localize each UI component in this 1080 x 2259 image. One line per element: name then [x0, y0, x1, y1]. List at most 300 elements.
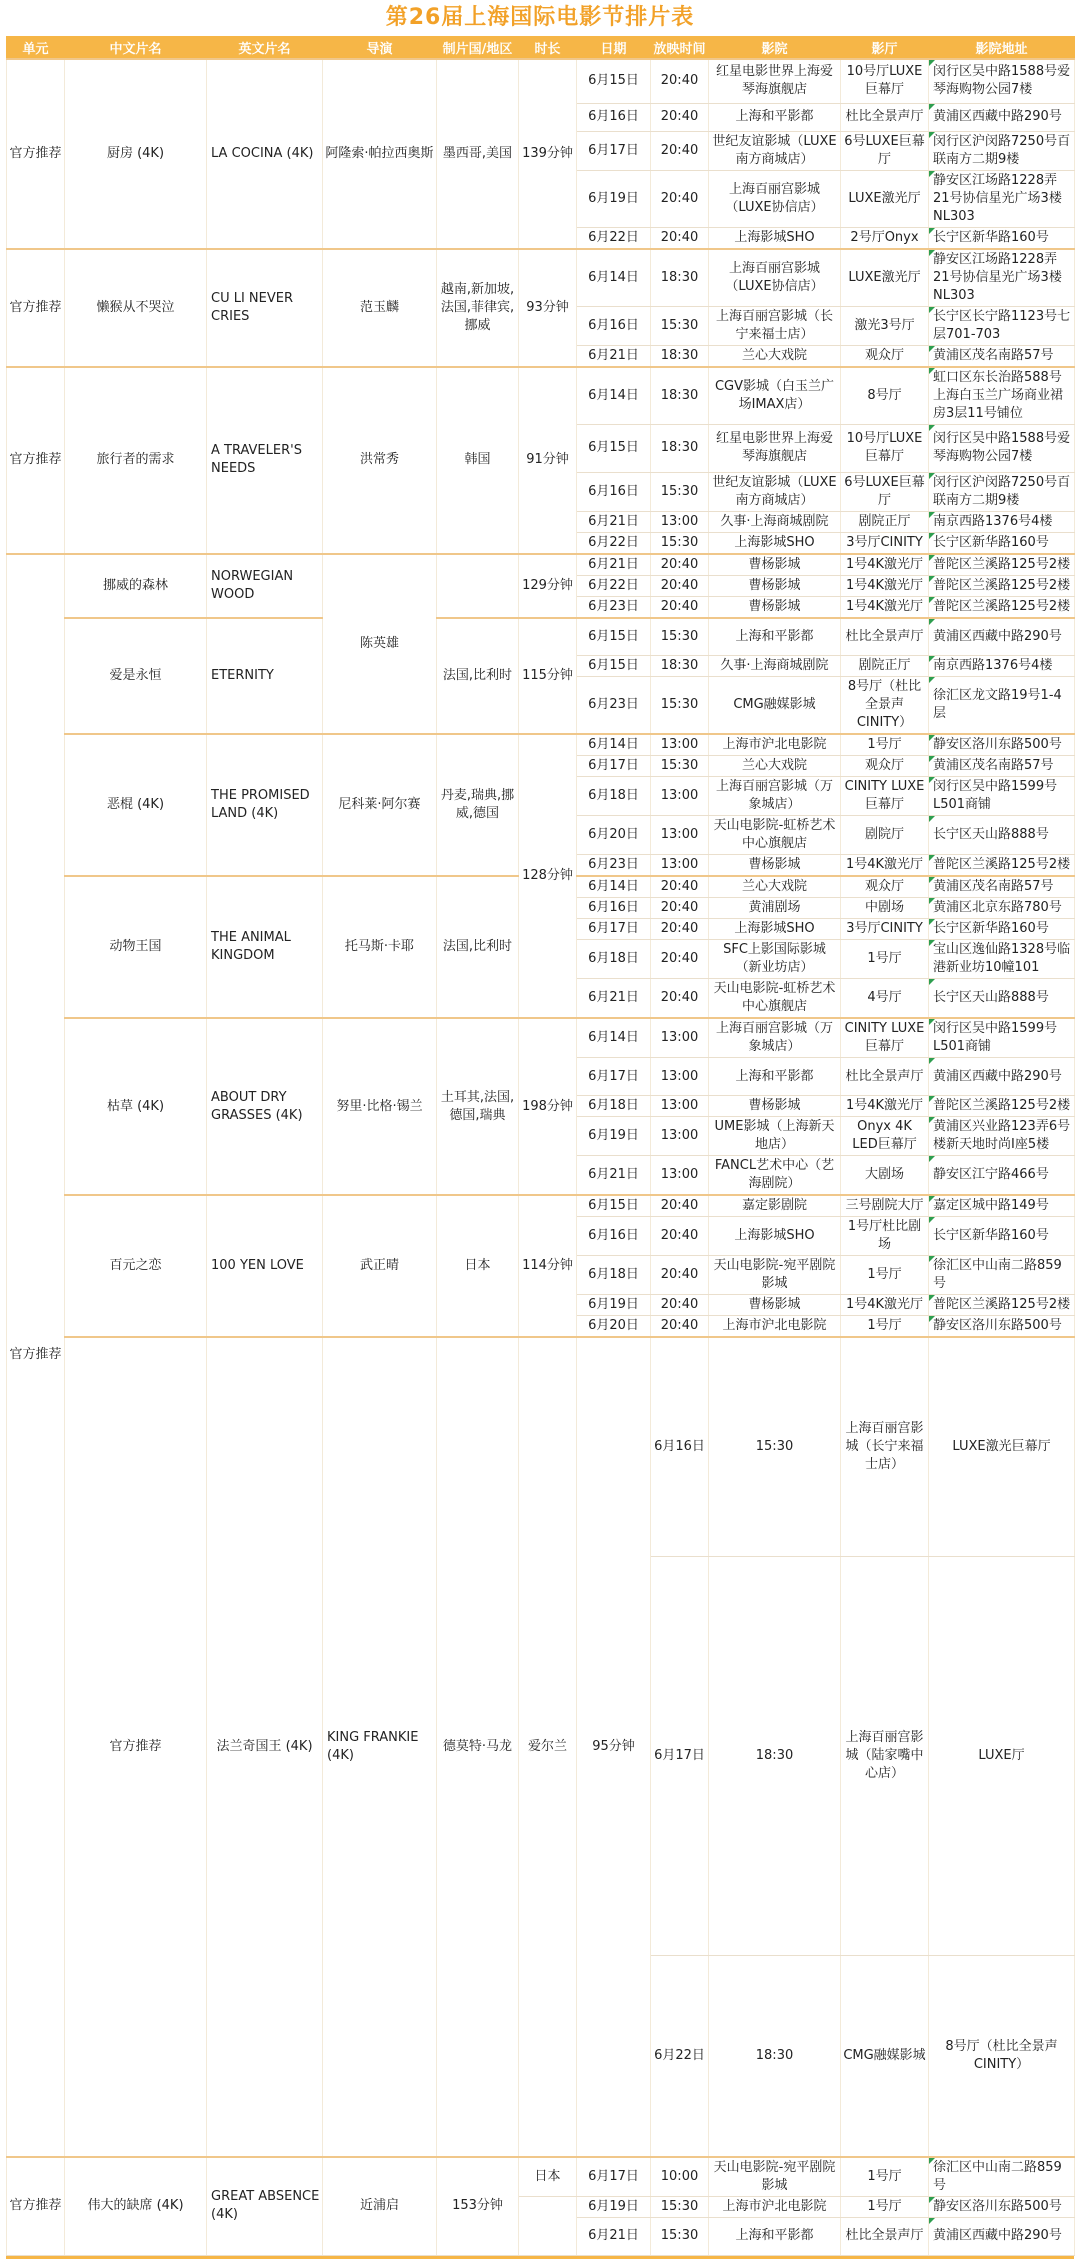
- country-cell: [437, 554, 519, 618]
- unit-cell: 官方推荐: [7, 2157, 65, 2256]
- time-cell: 18:30: [651, 249, 709, 307]
- col-header[interactable]: 放映时间: [651, 37, 709, 60]
- time-cell: 15:30: [651, 2217, 709, 2255]
- cinema-cell[interactable]: 曹杨影城: [709, 596, 841, 618]
- address-cell: 徐汇区中山南二路859号: [929, 1256, 1075, 1295]
- country-cell: 韩国: [437, 367, 519, 554]
- time-cell: 13:00: [651, 511, 709, 532]
- time-cell: 20:40: [651, 898, 709, 919]
- director-cell: 近浦启: [323, 2157, 437, 2256]
- address-cell: 静安区江场路1228弄21号协信星光广场3楼NL303: [929, 170, 1075, 227]
- duration-cell: 115分钟: [519, 618, 577, 735]
- page-title: 第26届上海国际电影节排片表: [385, 5, 695, 30]
- address-cell: 长宁区新华路160号: [929, 1217, 1075, 1256]
- date-cell: 6月14日: [577, 876, 651, 898]
- film-title-cn[interactable]: 恶棍 (4K): [65, 734, 207, 876]
- hall-cell: 杜比全景声厅: [841, 2217, 929, 2255]
- date-cell: 6月22日: [651, 1956, 709, 2157]
- address-cell: 徐汇区中山南二路859号: [929, 2157, 1075, 2197]
- hall-cell: 观众厅: [841, 345, 929, 367]
- time-cell: 13:00: [651, 1096, 709, 1117]
- cinema-cell[interactable]: 上海和平影都: [709, 618, 841, 656]
- film-title-cn[interactable]: 懒猴从不哭泣: [65, 249, 207, 367]
- film-title-en[interactable]: NORWEGIAN WOOD: [207, 554, 323, 618]
- cinema-cell[interactable]: 上海市沪北电影院: [709, 2196, 841, 2217]
- time-cell: 20:40: [651, 131, 709, 170]
- director-cell: 德莫特·马龙: [437, 1337, 519, 2157]
- cinema-cell[interactable]: 上海和平影都: [709, 103, 841, 131]
- film-title-en[interactable]: THE PROMISED LAND (4K): [207, 734, 323, 876]
- country-cell: 法国,比利时: [437, 618, 519, 735]
- cinema-cell[interactable]: 兰心大戏院: [709, 876, 841, 898]
- hall-cell: 1号厅: [841, 2157, 929, 2197]
- date-cell: 6月20日: [577, 816, 651, 855]
- hall-cell: 1号厅: [841, 940, 929, 979]
- time-cell: 20:40: [651, 227, 709, 249]
- time-cell: 15:30: [651, 306, 709, 345]
- header-row: [7, 37, 1075, 60]
- hall-cell: 1号厅: [841, 2196, 929, 2217]
- cinema-cell[interactable]: 上海和平影都: [709, 2217, 841, 2255]
- duration-cell: 114分钟: [519, 1195, 577, 1337]
- cinema-cell[interactable]: 兰心大戏院: [709, 756, 841, 777]
- date-cell: 6月14日: [577, 249, 651, 307]
- cinema-cell[interactable]: CGV影城（白玉兰广场IMAX店）: [709, 367, 841, 425]
- hall-cell: Onyx 4K LED巨幕厅: [841, 1117, 929, 1156]
- hall-cell: LUXE激光厅: [841, 249, 929, 307]
- cinema-cell[interactable]: 上海百丽宫影城（万象城店）: [709, 1018, 841, 1058]
- time-cell: 15:30: [651, 756, 709, 777]
- hall-cell: 8号厅: [841, 367, 929, 425]
- cinema-cell[interactable]: 上海和平影都: [709, 1058, 841, 1096]
- date-cell: 6月14日: [577, 1018, 651, 1058]
- time-cell: 20:40: [651, 1217, 709, 1256]
- hall-cell: 10号厅LUXE巨幕厅: [841, 424, 929, 472]
- address-cell: 嘉定区城中路149号: [929, 1195, 1075, 1217]
- film-title-en[interactable]: ETERNITY: [207, 618, 323, 735]
- hall-cell: 1号4K激光厅: [841, 1096, 929, 1117]
- date-cell: 6月19日: [577, 1295, 651, 1316]
- hall-cell: CINITY LUXE巨幕厅: [841, 777, 929, 816]
- address-cell: 静安区洛川东路500号: [929, 2196, 1075, 2217]
- address-cell: 静安区洛川东路500号: [929, 1316, 1075, 1338]
- date-cell: 6月17日: [577, 919, 651, 940]
- col-header[interactable]: 英文片名: [207, 37, 323, 60]
- hall-cell: LUXE激光巨幕厅: [929, 1337, 1075, 1557]
- unit-cell: 官方推荐: [7, 249, 65, 367]
- unit-cell: 官方推荐: [7, 59, 65, 249]
- address-cell: 普陀区兰溪路125号2楼: [929, 575, 1075, 596]
- film-title-cn[interactable]: 挪威的森林: [65, 554, 207, 618]
- address-cell: 普陀区兰溪路125号2楼: [929, 596, 1075, 618]
- director-cell: 尼科莱·阿尔赛: [323, 734, 437, 876]
- country-cell: 日本: [519, 2157, 577, 2197]
- hall-cell: 10号厅LUXE巨幕厅: [841, 59, 929, 103]
- director-cell: 武正晴: [323, 1195, 437, 1337]
- col-header[interactable]: 影厅: [841, 37, 929, 60]
- address-cell: 普陀区兰溪路125号2楼: [929, 554, 1075, 576]
- date-cell: 6月22日: [577, 227, 651, 249]
- hall-cell: 中剧场: [841, 898, 929, 919]
- time-cell: 13:00: [651, 1058, 709, 1096]
- film-title-cn[interactable]: 枯草 (4K): [65, 1018, 207, 1195]
- cinema-cell[interactable]: 上海百丽宫影城（万象城店）: [709, 777, 841, 816]
- unit-cell: 官方推荐: [7, 554, 65, 2157]
- film-title-en[interactable]: ABOUT DRY GRASSES (4K): [207, 1018, 323, 1195]
- address-cell: 静安区江场路1228弄21号协信星光广场3楼NL303: [929, 249, 1075, 307]
- cinema-cell[interactable]: FANCL艺术中心（艺海剧院）: [709, 1156, 841, 1196]
- date-cell: 6月19日: [577, 170, 651, 227]
- film-title-cn[interactable]: 伟大的缺席 (4K): [65, 2157, 207, 2256]
- date-cell: 6月18日: [577, 777, 651, 816]
- country-cell: 爱尔兰: [519, 1337, 577, 2157]
- table-row: [7, 734, 1075, 756]
- address-cell: 长宁区天山路888号: [929, 816, 1075, 855]
- date-cell: 6月17日: [577, 2157, 651, 2197]
- date-cell: 6月15日: [577, 618, 651, 656]
- date-cell: 6月17日: [577, 1058, 651, 1096]
- time-cell: 18:30: [709, 1956, 841, 2157]
- cinema-cell[interactable]: 天山电影院-宛平剧院影城: [709, 2157, 841, 2197]
- date-cell: 6月19日: [577, 2196, 651, 2217]
- address-cell: 长宁区天山路888号: [929, 979, 1075, 1019]
- cinema-cell[interactable]: CMG融媒影城: [709, 677, 841, 735]
- hall-cell: 4号厅: [841, 979, 929, 1019]
- time-cell: 15:30: [651, 2196, 709, 2217]
- address-cell: 黄浦区茂名南路57号: [929, 345, 1075, 367]
- col-header[interactable]: 时长: [519, 37, 577, 60]
- date-cell: 6月15日: [577, 1195, 651, 1217]
- time-cell: 13:00: [651, 816, 709, 855]
- table-row: [7, 554, 1075, 576]
- duration-cell: 128分钟: [519, 734, 577, 1018]
- cinema-cell[interactable]: 上海百丽宫影城（陆家嘴中心店）: [841, 1557, 929, 1956]
- address-cell: 黄浦区茂名南路57号: [929, 756, 1075, 777]
- bottom-rule: [6, 2256, 1074, 2259]
- time-cell: 18:30: [651, 656, 709, 677]
- time-cell: 20:40: [651, 1295, 709, 1316]
- col-header[interactable]: 导演: [323, 37, 437, 60]
- hall-cell: 1号4K激光厅: [841, 1295, 929, 1316]
- schedule-table: [6, 36, 1075, 2256]
- hall-cell: 3号厅CINITY: [841, 532, 929, 554]
- table-row: [7, 2157, 1075, 2197]
- director-cell: 陈英雄: [323, 554, 437, 735]
- director-cell: 洪常秀: [323, 367, 437, 554]
- date-cell: 6月14日: [577, 734, 651, 756]
- time-cell: 13:00: [651, 855, 709, 877]
- time-cell: 18:30: [651, 345, 709, 367]
- table-row: [7, 618, 1075, 656]
- time-cell: 20:40: [651, 979, 709, 1019]
- country-cell: 法国,比利时: [437, 876, 519, 1018]
- cinema-cell[interactable]: 天山电影院-虹桥艺术中心旗舰店: [709, 816, 841, 855]
- cinema-cell[interactable]: 嘉定影剧院: [709, 1195, 841, 1217]
- date-cell: 6月15日: [577, 59, 651, 103]
- cinema-cell[interactable]: 上海百丽宫影城（长宁来福士店）: [841, 1337, 929, 1557]
- schedule-sheet: [6, 36, 1074, 2259]
- date-cell: 6月17日: [577, 131, 651, 170]
- cinema-cell[interactable]: 天山电影院-虹桥艺术中心旗舰店: [709, 979, 841, 1019]
- cinema-cell[interactable]: 世纪友谊影城（LUXE南方商城店）: [709, 131, 841, 170]
- address-cell: 长宁区长宁路1123号七层701-703: [929, 306, 1075, 345]
- address-cell: 闵行区吴中路1588号爱琴海购物公园7楼: [929, 59, 1075, 103]
- date-cell: 6月18日: [577, 940, 651, 979]
- date-cell: 6月16日: [577, 898, 651, 919]
- cinema-cell[interactable]: 上海影城SHO: [709, 1217, 841, 1256]
- cinema-cell[interactable]: 久事·上海商城剧院: [709, 656, 841, 677]
- hall-cell: 三号剧院大厅: [841, 1195, 929, 1217]
- time-cell: 20:40: [651, 876, 709, 898]
- film-title-en[interactable]: LA COCINA (4K): [207, 59, 323, 249]
- date-cell: 6月23日: [577, 677, 651, 735]
- date-cell: 6月19日: [577, 1117, 651, 1156]
- duration-cell: 93分钟: [519, 249, 577, 367]
- cinema-cell[interactable]: 上海影城SHO: [709, 532, 841, 554]
- duration-cell: 198分钟: [519, 1018, 577, 1195]
- address-cell: 虹口区东长治路588号上海白玉兰广场商业裙房3层11号铺位: [929, 367, 1075, 425]
- cinema-cell[interactable]: 久事·上海商城剧院: [709, 511, 841, 532]
- duration-cell: 129分钟: [519, 554, 577, 618]
- date-cell: 6月16日: [577, 306, 651, 345]
- address-cell: 普陀区兰溪路125号2楼: [929, 1096, 1075, 1117]
- hall-cell: 6号LUXE巨幕厅: [841, 131, 929, 170]
- address-cell: 宝山区逸仙路1328号临港新业坊10幢101: [929, 940, 1075, 979]
- address-cell: 黄浦区西藏中路290号: [929, 1058, 1075, 1096]
- time-cell: 13:00: [651, 1018, 709, 1058]
- film-title-cn[interactable]: 旅行者的需求: [65, 367, 207, 554]
- cinema-cell[interactable]: 红星电影世界上海爱琴海旗舰店: [709, 424, 841, 472]
- time-cell: 20:40: [651, 103, 709, 131]
- date-cell: 6月16日: [577, 472, 651, 511]
- address-cell: 黄浦区北京东路780号: [929, 898, 1075, 919]
- time-cell: 13:00: [651, 777, 709, 816]
- date-cell: 6月16日: [577, 1217, 651, 1256]
- time-cell: 13:00: [651, 1117, 709, 1156]
- address-cell: 长宁区新华路160号: [929, 532, 1075, 554]
- date-cell: 6月16日: [651, 1337, 709, 1557]
- cinema-cell[interactable]: 曹杨影城: [709, 1096, 841, 1117]
- cinema-cell[interactable]: 上海百丽宫影城（LUXE协信店）: [709, 170, 841, 227]
- duration-cell: 95分钟: [577, 1337, 651, 2157]
- cinema-cell[interactable]: 曹杨影城: [709, 1295, 841, 1316]
- date-cell: 6月16日: [577, 103, 651, 131]
- date-cell: 6月17日: [577, 756, 651, 777]
- cinema-cell[interactable]: 上海影城SHO: [709, 227, 841, 249]
- date-cell: 6月23日: [577, 596, 651, 618]
- hall-cell: 观众厅: [841, 876, 929, 898]
- hall-cell: 2号厅Onyx: [841, 227, 929, 249]
- time-cell: 20:40: [651, 940, 709, 979]
- time-cell: 20:40: [651, 596, 709, 618]
- time-cell: 15:30: [651, 472, 709, 511]
- duration-cell: 91分钟: [519, 367, 577, 554]
- address-cell: 黄浦区西藏中路290号: [929, 2217, 1075, 2255]
- time-cell: 20:40: [651, 919, 709, 940]
- hall-cell: CINITY LUXE巨幕厅: [841, 1018, 929, 1058]
- time-cell: 20:40: [651, 1195, 709, 1217]
- cinema-cell[interactable]: 曹杨影城: [709, 855, 841, 877]
- hall-cell: 杜比全景声厅: [841, 103, 929, 131]
- address-cell: 普陀区兰溪路125号2楼: [929, 1295, 1075, 1316]
- table-row: [7, 59, 1075, 103]
- duration-cell: 153分钟: [437, 2157, 519, 2256]
- hall-cell: 1号4K激光厅: [841, 575, 929, 596]
- film-title-en[interactable]: A TRAVELER'S NEEDS: [207, 367, 323, 554]
- cinema-cell[interactable]: 上海市沪北电影院: [709, 1316, 841, 1338]
- film-title-en[interactable]: CU LI NEVER CRIES: [207, 249, 323, 367]
- cinema-cell[interactable]: 红星电影世界上海爱琴海旗舰店: [709, 59, 841, 103]
- time-cell: 20:40: [651, 170, 709, 227]
- country-cell: [519, 2196, 577, 2255]
- table-row: [7, 1337, 1075, 1557]
- address-cell: 静安区江宁路466号: [929, 1156, 1075, 1196]
- hall-cell: 剧院厅: [841, 816, 929, 855]
- hall-cell: 6号LUXE巨幕厅: [841, 472, 929, 511]
- schedule-body: [7, 59, 1075, 2255]
- time-cell: 20:40: [651, 59, 709, 103]
- table-row: [7, 1018, 1075, 1058]
- hall-cell: 3号厅CINITY: [841, 919, 929, 940]
- hall-cell: 大剧场: [841, 1156, 929, 1196]
- time-cell: 15:30: [651, 532, 709, 554]
- cinema-cell[interactable]: 天山电影院-宛平剧院影城: [709, 1256, 841, 1295]
- cinema-cell[interactable]: 黄浦剧场: [709, 898, 841, 919]
- date-cell: 6月22日: [577, 575, 651, 596]
- cinema-cell[interactable]: 曹杨影城: [709, 554, 841, 576]
- film-title-en[interactable]: KING FRANKIE (4K): [323, 1337, 437, 2157]
- date-cell: 6月21日: [577, 345, 651, 367]
- address-cell: 静安区洛川东路500号: [929, 734, 1075, 756]
- hall-cell: 1号4K激光厅: [841, 855, 929, 877]
- film-title-cn[interactable]: 百元之恋: [65, 1195, 207, 1337]
- col-header[interactable]: 单元: [7, 37, 65, 60]
- hall-cell: LUXE激光厅: [841, 170, 929, 227]
- col-header[interactable]: 日期: [577, 37, 651, 60]
- address-cell: 长宁区新华路160号: [929, 919, 1075, 940]
- director-cell: 努里·比格·锡兰: [323, 1018, 437, 1195]
- country-cell: 日本: [437, 1195, 519, 1337]
- country-cell: 墨西哥,美国: [437, 59, 519, 249]
- date-cell: 6月21日: [577, 511, 651, 532]
- hall-cell: 1号厅: [841, 1316, 929, 1338]
- address-cell: 闵行区沪闵路7250号百联南方二期9楼: [929, 472, 1075, 511]
- time-cell: 20:40: [651, 554, 709, 576]
- time-cell: 15:30: [651, 677, 709, 735]
- date-cell: 6月21日: [577, 1156, 651, 1196]
- date-cell: 6月20日: [577, 1316, 651, 1338]
- film-title-cn[interactable]: 动物王国: [65, 876, 207, 1018]
- time-cell: 10:00: [651, 2157, 709, 2197]
- hall-cell: 观众厅: [841, 756, 929, 777]
- time-cell: 18:30: [651, 424, 709, 472]
- unit-cell: 官方推荐: [7, 367, 65, 554]
- address-cell: 闵行区吴中路1599号L501商铺: [929, 777, 1075, 816]
- address-cell: 黄浦区茂名南路57号: [929, 876, 1075, 898]
- film-title-cn[interactable]: 法兰奇国王 (4K): [207, 1337, 323, 2157]
- date-cell: 6月15日: [577, 656, 651, 677]
- address-cell: 黄浦区西藏中路290号: [929, 103, 1075, 131]
- time-cell: 20:40: [651, 575, 709, 596]
- address-cell: 徐汇区龙文路19号1-4层: [929, 677, 1075, 735]
- cinema-cell[interactable]: 上海影城SHO: [709, 919, 841, 940]
- cinema-cell[interactable]: 世纪友谊影城（LUXE南方商城店）: [709, 472, 841, 511]
- director-cell: 范玉麟: [323, 249, 437, 367]
- date-cell: 6月21日: [577, 2217, 651, 2255]
- hall-cell: 杜比全景声厅: [841, 1058, 929, 1096]
- date-cell: 6月18日: [577, 1096, 651, 1117]
- cinema-cell[interactable]: 上海百丽宫影城（LUXE协信店）: [709, 249, 841, 307]
- hall-cell: 8号厅（杜比全景声CINITY）: [841, 677, 929, 735]
- col-header[interactable]: 中文片名: [65, 37, 207, 60]
- film-title-en[interactable]: 100 YEN LOVE: [207, 1195, 323, 1337]
- address-cell: 长宁区新华路160号: [929, 227, 1075, 249]
- hall-cell: 8号厅（杜比全景声CINITY）: [929, 1956, 1075, 2157]
- country-cell: 越南,新加坡,法国,菲律宾,挪威: [437, 249, 519, 367]
- hall-cell: 1号4K激光厅: [841, 596, 929, 618]
- table-row: [7, 1195, 1075, 1217]
- date-cell: 6月15日: [577, 424, 651, 472]
- time-cell: 20:40: [651, 1256, 709, 1295]
- time-cell: 15:30: [651, 618, 709, 656]
- date-cell: 6月22日: [577, 532, 651, 554]
- hall-cell: 杜比全景声厅: [841, 618, 929, 656]
- film-title-cn[interactable]: 厨房 (4K): [65, 59, 207, 249]
- cinema-cell[interactable]: 曹杨影城: [709, 575, 841, 596]
- col-header[interactable]: 影院: [709, 37, 841, 60]
- cinema-cell[interactable]: CMG融媒影城: [841, 1956, 929, 2157]
- time-cell: 18:30: [709, 1557, 841, 1956]
- address-cell: 南京西路1376号4楼: [929, 656, 1075, 677]
- address-cell: 闵行区沪闵路7250号百联南方二期9楼: [929, 131, 1075, 170]
- hall-cell: 1号厅: [841, 734, 929, 756]
- hall-cell: 剧院正厅: [841, 656, 929, 677]
- date-cell: 6月14日: [577, 367, 651, 425]
- hall-cell: 1号厅: [841, 1256, 929, 1295]
- table-row: [7, 249, 1075, 307]
- time-cell: 13:00: [651, 734, 709, 756]
- country-cell: 土耳其,法国,德国,瑞典: [437, 1018, 519, 1195]
- date-cell: 6月18日: [577, 1256, 651, 1295]
- date-cell: 6月21日: [577, 554, 651, 576]
- hall-cell: 剧院正厅: [841, 511, 929, 532]
- film-title-en[interactable]: GREAT ABSENCE (4K): [207, 2157, 323, 2256]
- cinema-cell[interactable]: UME影城（上海新天地店）: [709, 1117, 841, 1156]
- film-title-en[interactable]: THE ANIMAL KINGDOM: [207, 876, 323, 1018]
- date-cell: 6月23日: [577, 855, 651, 877]
- cinema-cell[interactable]: 兰心大戏院: [709, 345, 841, 367]
- address-cell: 南京西路1376号4楼: [929, 511, 1075, 532]
- time-cell: 20:40: [651, 1316, 709, 1338]
- cinema-cell[interactable]: 上海市沪北电影院: [709, 734, 841, 756]
- film-title-cn[interactable]: 爱是永恒: [65, 618, 207, 735]
- country-cell: 丹麦,瑞典,挪威,德国: [437, 734, 519, 876]
- table-row: [7, 367, 1075, 425]
- address-cell: 闵行区吴中路1588号爱琴海购物公园7楼: [929, 424, 1075, 472]
- col-header[interactable]: 影院地址: [929, 37, 1075, 60]
- hall-cell: 激光3号厅: [841, 306, 929, 345]
- cinema-cell[interactable]: SFC上影国际影城（新业坊店）: [709, 940, 841, 979]
- date-cell: 6月21日: [577, 979, 651, 1019]
- time-cell: 18:30: [651, 367, 709, 425]
- time-cell: 13:00: [651, 1156, 709, 1196]
- cinema-cell[interactable]: 上海百丽宫影城（长宁来福士店）: [709, 306, 841, 345]
- address-cell: 普陀区兰溪路125号2楼: [929, 855, 1075, 877]
- col-header[interactable]: 制片国/地区: [437, 37, 519, 60]
- unit-cell: 官方推荐: [65, 1337, 207, 2157]
- address-cell: 黄浦区兴业路123弄6号楼新天地时尚I座5楼: [929, 1117, 1075, 1156]
- director-cell: 阿隆索·帕拉西奥斯: [323, 59, 437, 249]
